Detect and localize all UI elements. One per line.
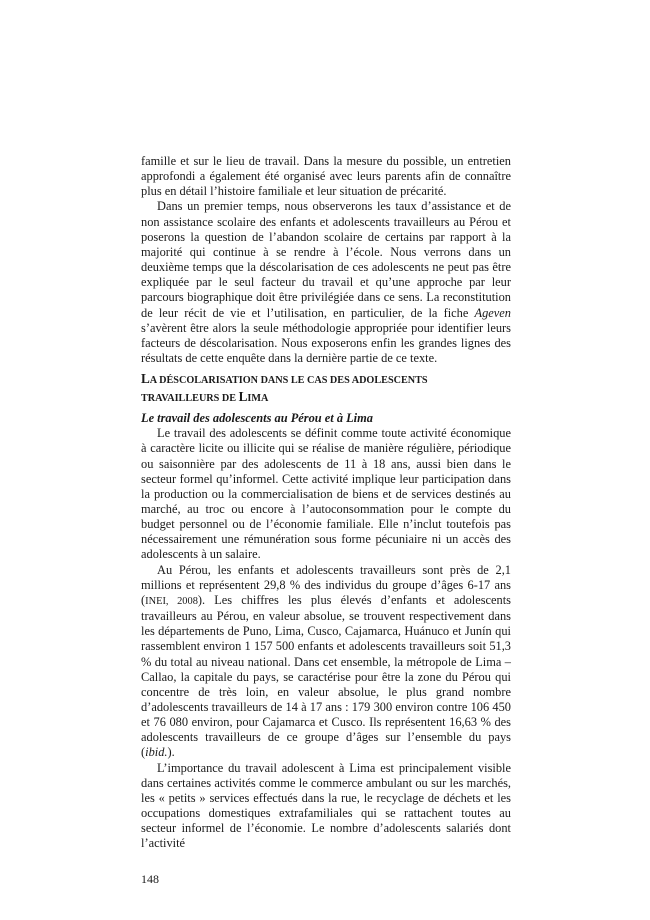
heading-smallcaps: TRAVAILLEURS DE (141, 393, 239, 405)
page-number: 148 (141, 872, 159, 886)
paragraph-text: Au Pérou, les enfants et adolescents travailleurs sont près de 2,1 millions et représentent 29,8 % des individus du groupe d’âges 6-17 ans ( (141, 562, 511, 607)
paragraph-lima: L’importance du travail adolescent à Lima est principalement visible dans certaines activités comme le commerce ambulant ou sur les marchés, les « petits » services effectués dans la rue, le recyclage de déchets et les occupations domestiques extrafamiliales qui se rattachent toutes au secteur informel de l’économie. Le nombre d’adolescents salariés dont l’activité (141, 760, 511, 851)
subsection-heading: Le travail des adolescents au Pérou et à Lima (141, 411, 373, 426)
paragraph-definition: Le travail des adolescents se définit comme toute activité économique à caractère licite ou illicite qui se réalise de manière régulière, périodique ou saisonnière par des adolescents de 11 à 18 ans, aussi bien dans le secteur formel qu’informel. Cette activité implique leur participation dans la production ou la commercialisation de biens et de services destinés au marché, au troc ou encore à l’autoconsommation pour le compte du budget personnel ou de l’économie familiale. Elle n’inclut toutefois pas nécessairement une rémunération sous forme pécuniaire ni un accès des adolescents à un salaire. (141, 426, 511, 562)
emphasis-ibid: ibid. (145, 745, 168, 760)
heading-smallcaps: IMA (247, 393, 269, 405)
heading-smallcaps: A DÉSCOLARISATION DANS LE CAS DES ADOLESCENTS (149, 375, 428, 387)
heading-initial: L (238, 389, 248, 405)
paragraph-continuation: famille et sur le lieu de travail. Dans la mesure du possible, un entretien approfondi a également été organisé avec leurs parents afin de connaître plus en détail l’histoire familiale et leur situation de précarité. (141, 154, 511, 199)
paragraph-statistics (141, 563, 511, 761)
section-heading (141, 371, 511, 407)
paragraph-text: ). (167, 745, 175, 760)
document-body (141, 154, 511, 852)
emphasis-term: Ageven (474, 305, 511, 320)
paragraph-text: s’avèrent être alors la seule méthodologie appropriée pour identifier leurs facteurs de déscolarisation. Nous exposerons enfin les grandes lignes des résultats de cette enquête dans la dernière partie de ce texte. (141, 320, 511, 366)
citation: INEI, 2008 (145, 595, 198, 607)
paragraph-intro (141, 199, 511, 366)
paragraph-text: Dans un premier temps, nous observerons les taux d’assistance et de non assistance scolaire des enfants et adolescents travailleurs au Pérou et poserons la question de l’abandon scolaire de certains par rapport à la majorité qui continue à se rendre à l’école. Nous verrons dans un deuxième temps que la déscolarisation de ces adolescents ne peut pas être expliquée par le seul facteur du travail et qu’une approche par leur parcours biographique doit être privilégiée dans ce sens. La reconstitution de leur récit de vie et l’utilisation, en particulier, de la fiche (141, 199, 511, 320)
heading-initial: L (141, 371, 150, 387)
paragraph-text: ). Les chiffres les plus élevés d’enfants et adolescents travailleurs au Pérou, en valeur absolue, se trouvent respectivement dans les départements de Puno, Lima, Cusco, Cajamarca, Huánuco et Junín qui rassemblent environ 1 157 500 enfants et adolescents travailleurs soit 51,3 % du total au niveau national. Dans cet ensemble, la métropole de Lima – Callao, la capitale du pays, se caractérise pour être la zone du Pérou qui concentre de très loin, en valeur absolue, le plus grand nombre d’adolescents travailleurs de 14 à 17 ans : 179 300 environ contre 106 450 et 76 080 environ, pour Cajamarca et Cusco. Ils représentent 16,63 % des adolescents travailleurs de ce groupe d’âges sur l’ensemble du pays ( (141, 592, 512, 760)
